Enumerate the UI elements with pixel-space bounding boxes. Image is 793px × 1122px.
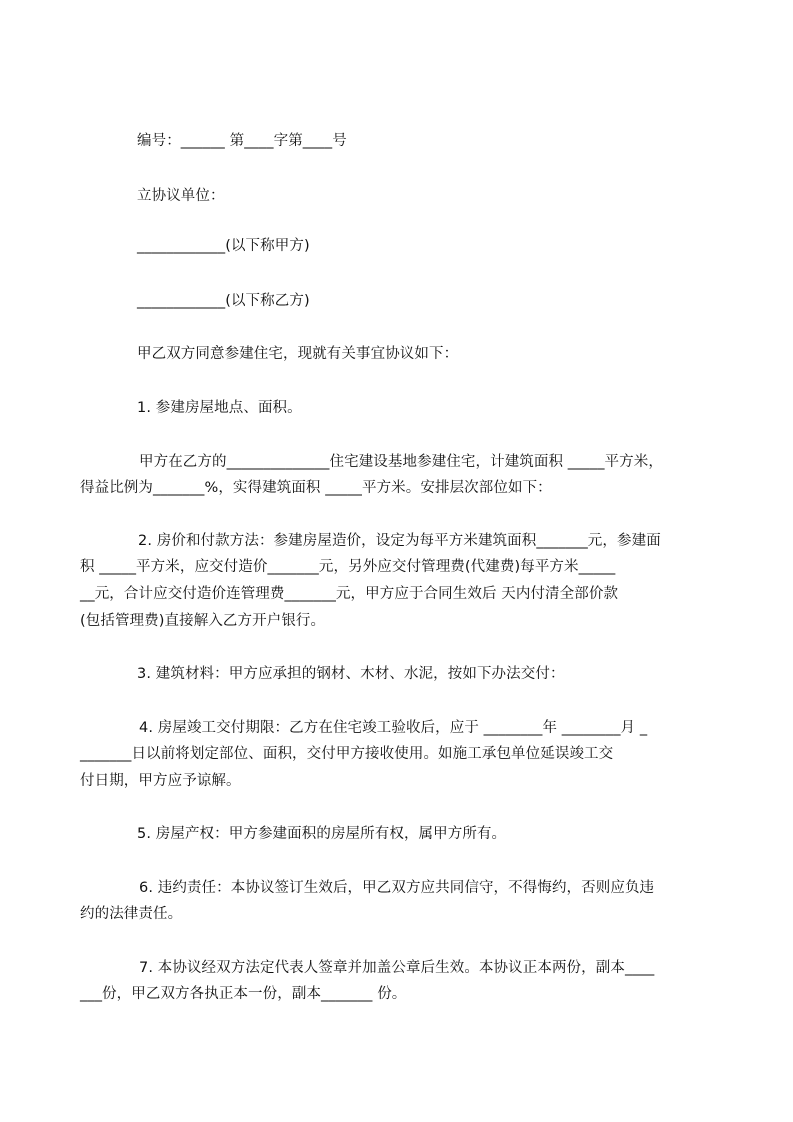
intro-paragraph: 甲乙双方同意参建住宅，现就有关事宜协议如下： [137,346,459,362]
party-b-line: ____________(以下称乙方) [137,293,310,309]
document-number-line: 编号：______ 第____字第____号 [137,133,347,149]
clause-4-line-1: 4. 房屋竣工交付期限：乙方在住宅竣工验收后，应于 ________年 ________月 _ [139,720,648,736]
party-a-line: ____________(以下称甲方) [137,238,310,254]
clause-1-line-2: 得益比例为_______%，实得建筑面积 _____平方米。安排层次部位如下： [80,480,552,496]
clause-4-line-2: _______日以前将划定部位、面积，交付甲方接收使用。如施工承包单位延误竣工交 [80,746,614,762]
parties-label: 立协议单位： [137,188,225,204]
clause-1-title: 1. 参建房屋地点、面积。 [137,400,302,416]
clause-2-line-4: (包括管理费)直接解入乙方开户银行。 [80,613,326,629]
clause-2-line-3: __元，合计应交付造价连管理费_______元，甲方应于合同生效后 天内付清全部价款 [80,586,619,602]
clause-2-line-2: 积 _____平方米，应交付造价_______元，另外应交付管理费(代建费)每平方米_____ [80,559,616,575]
clause-4-line-3: 付日期，甲方应予谅解。 [80,773,241,789]
clause-5-line-1: 5. 房屋产权：甲方参建面积的房屋所有权，属甲方所有。 [137,826,507,842]
clause-7-line-1: 7. 本协议经双方法定代表人签章并加盖公章后生效。本协议正本两份，副本____ [139,960,655,976]
clause-7-line-2: ___份，甲乙双方各执正本一份，副本_______ 份。 [80,986,407,1002]
clause-6-line-1: 6. 违约责任：本协议签订生效后，甲乙双方应共同信守，不得悔约，否则应负违 [139,880,655,896]
clause-3-line-1: 3. 建筑材料：甲方应承担的钢材、木材、水泥，按如下办法交付： [137,666,565,682]
clause-6-line-2: 约的法律责任。 [80,906,183,922]
clause-1-line-1: 甲方在乙方的______________住宅建设基地参建住宅，计建筑面积 _____平方米， [139,454,663,470]
clause-2-line-1: 2. 房价和付款方法：参建房屋造价，设定为每平方米建筑面积_______元，参建面 [138,533,661,549]
